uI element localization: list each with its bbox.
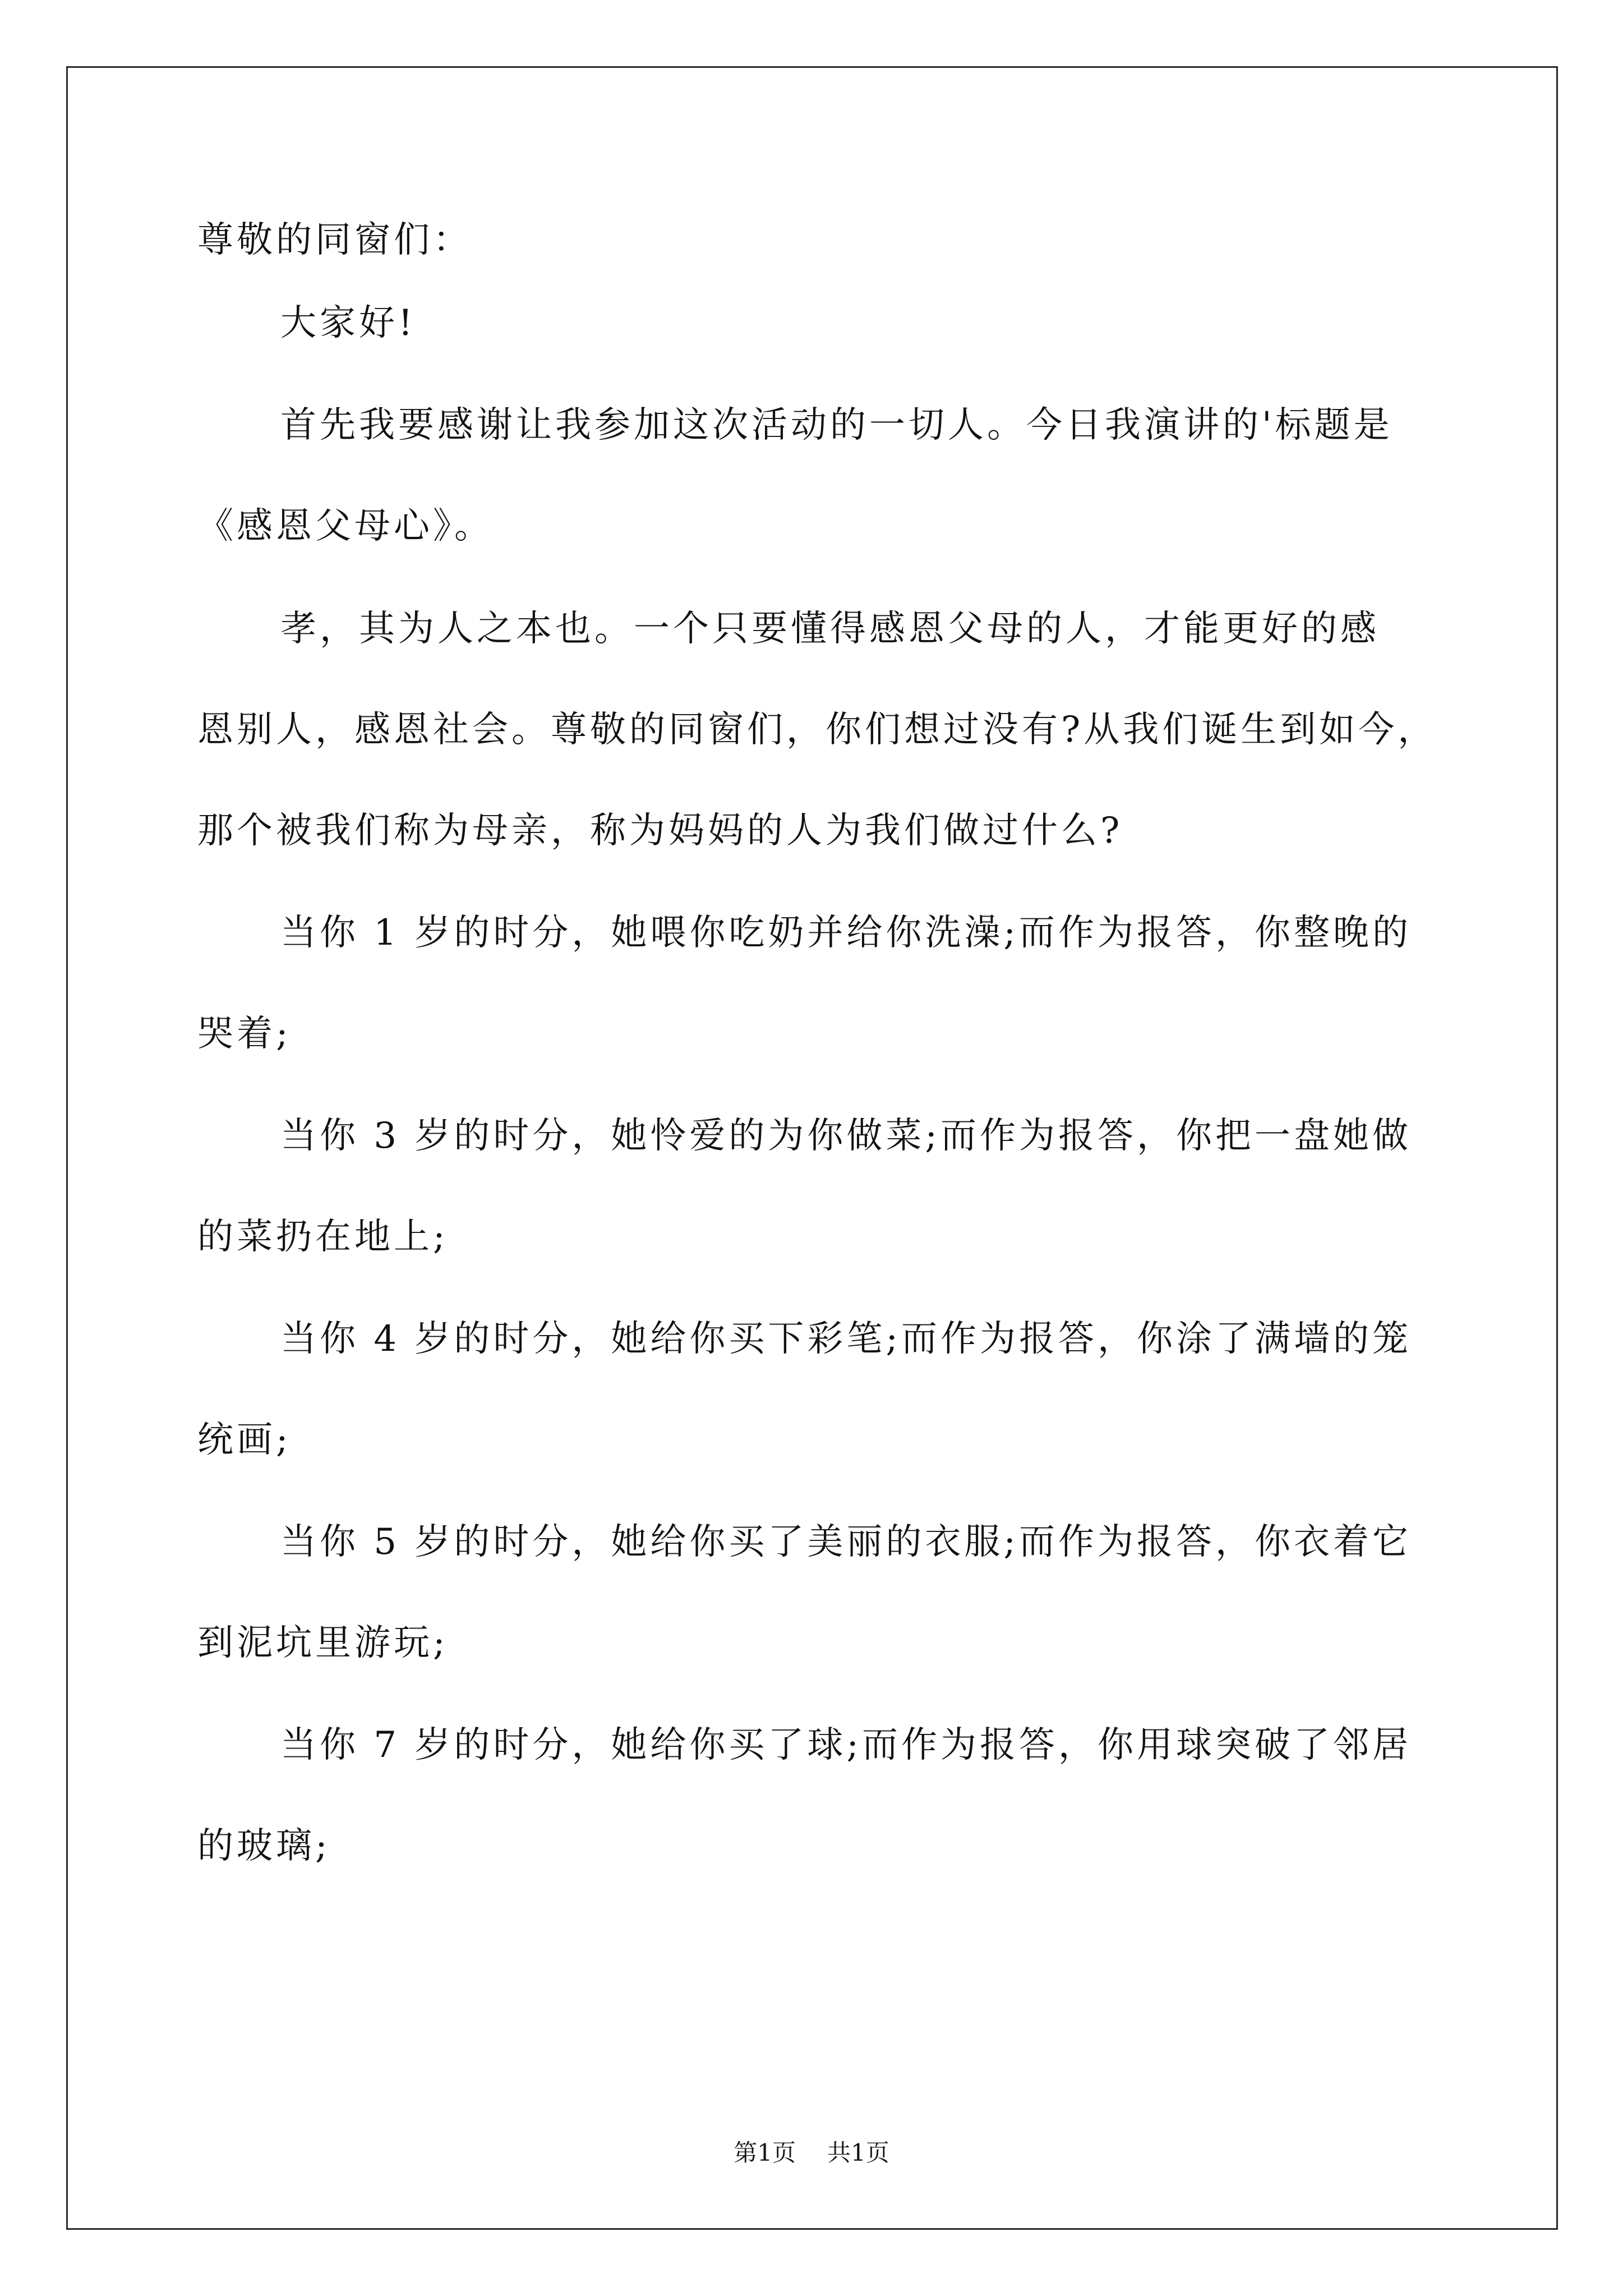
paragraph-line: 的菜扔在地上; (197, 1216, 449, 1258)
greeting-line: 大家好! (280, 302, 416, 344)
paragraph-line: 到泥坑里游玩; (197, 1622, 449, 1664)
paragraph-line: 孝，其为人之本也。一个只要懂得感恩父母的人，才能更好的感 (280, 608, 1380, 650)
paragraph-line: 哭着; (197, 1013, 292, 1055)
page-footer (0, 2137, 1623, 2169)
paragraph-line: 当你 4 岁的时分，她给你买下彩笔;而作为报答，你涂了满墙的笼 (280, 1318, 1412, 1360)
paragraph-line: 当你 7 岁的时分，她给你买了球;而作为报答，你用球突破了邻居 (280, 1724, 1412, 1766)
page-number: 第1页 (734, 2139, 796, 2166)
page-total: 共1页 (827, 2139, 889, 2166)
paragraph-line: 当你 5 岁的时分，她给你买了美丽的衣服;而作为报答，你衣着它 (280, 1521, 1412, 1563)
paragraph-line: 那个被我们称为母亲，称为妈妈的人为我们做过什么? (197, 810, 1123, 852)
paragraph-line: 恩别人，感恩社会。尊敬的同窗们，你们想过没有?从我们诞生到如今， (197, 709, 1437, 751)
paragraph-line: 当你 1 岁的时分，她喂你吃奶并给你洗澡;而作为报答，你整晚的 (280, 912, 1412, 954)
paragraph-line: 的玻璃; (197, 1825, 331, 1867)
salutation-line: 尊敬的同窗们： (197, 219, 472, 261)
paragraph-line: 《感恩父母心》。 (197, 505, 494, 547)
paragraph-line: 统画; (197, 1419, 292, 1461)
paragraph-line: 当你 3 岁的时分，她怜爱的为你做菜;而作为报答，你把一盘她做 (280, 1115, 1412, 1157)
paragraph-line: 首先我要感谢让我参加这次活动的一切人。今日我演讲的'标题是 (280, 404, 1393, 446)
